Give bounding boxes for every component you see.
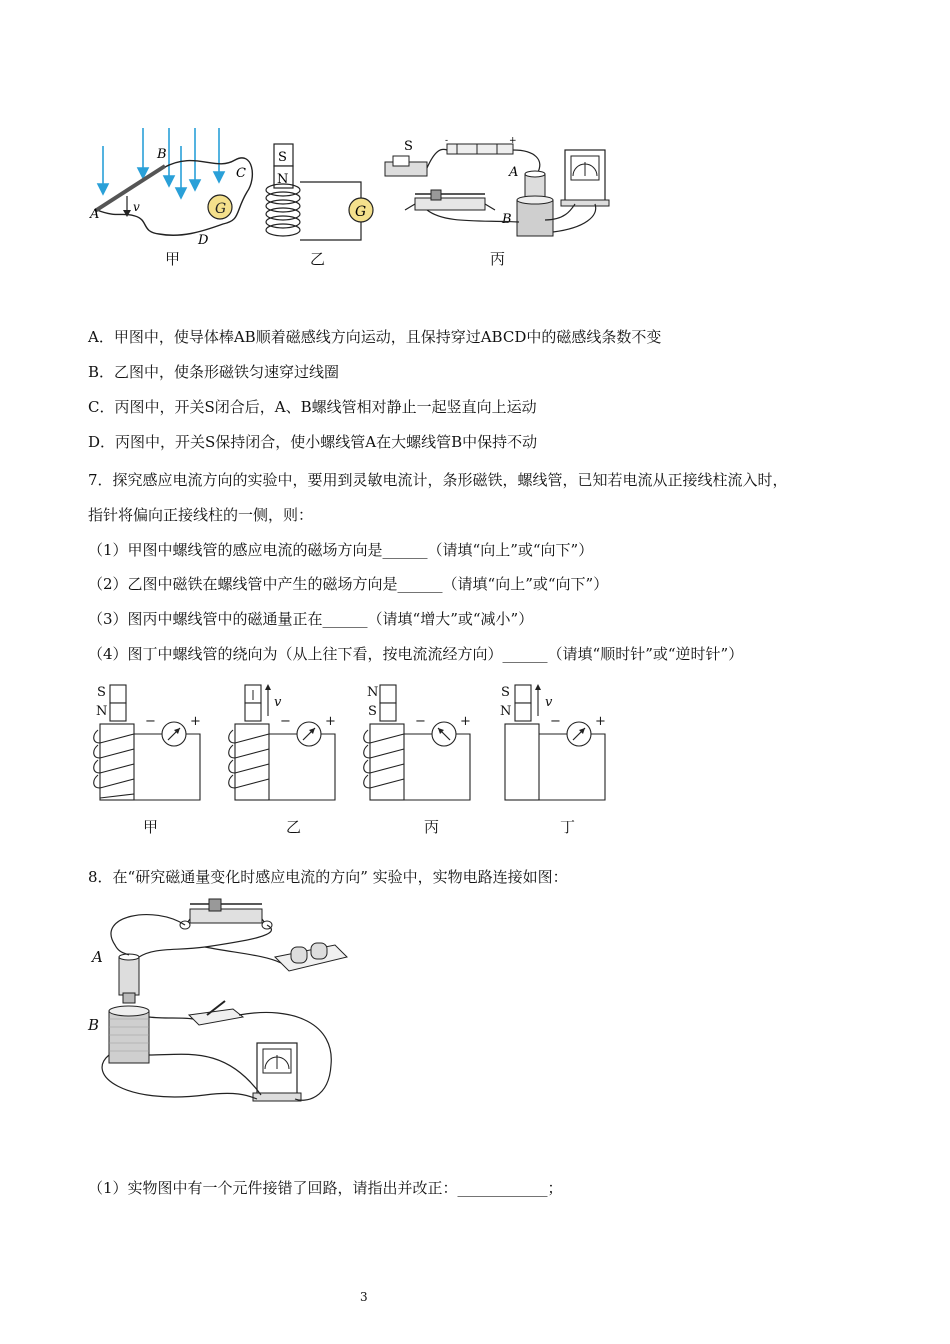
svg-text:N: N bbox=[277, 172, 289, 187]
q7-bing-plus: + bbox=[460, 714, 471, 729]
q7-yi-plus: + bbox=[325, 714, 336, 729]
q7-ding-velocity: v bbox=[545, 695, 553, 710]
q7-stem-line1: 7．探究感应电流方向的实验中，要用到灵敏电流计，条形磁铁，螺线管，已知若电流从正接线柱流入时， bbox=[88, 471, 788, 489]
q8-figure bbox=[85, 895, 355, 1120]
q7-bing-minus: − bbox=[415, 714, 426, 729]
field-lines-jia bbox=[98, 128, 224, 198]
option-d-text: 丙图中，开关S保持闭合，使小螺线管A在大螺线管B中保持不动 bbox=[115, 433, 538, 451]
option-c-text: 丙图中，开关S闭合后，A、B螺线管相对静止一起竖直向上运动 bbox=[114, 398, 537, 416]
q8-stem: 8．在“研究磁通量变化时感应电流的方向” 实验中，实物电路连接如图： bbox=[88, 868, 568, 886]
q7-bing-bottom-pole: S bbox=[368, 704, 377, 719]
option-d bbox=[88, 432, 537, 452]
q7-figure bbox=[90, 680, 620, 810]
q7-caption-jia: 甲 bbox=[143, 818, 159, 836]
q7-yi-minus: − bbox=[280, 714, 291, 729]
q7-caption-bing: 丙 bbox=[424, 818, 440, 836]
svg-text:C: C bbox=[236, 166, 246, 181]
q7-caption-ding: 丁 bbox=[560, 818, 576, 836]
page-number: 3 bbox=[360, 1290, 368, 1304]
svg-text:-: - bbox=[445, 136, 449, 146]
q7-panel-yi bbox=[229, 684, 335, 800]
q7-panel-jia bbox=[94, 685, 200, 800]
q8-label-a: A bbox=[92, 948, 103, 966]
q7-jia-top-pole: S bbox=[97, 685, 106, 700]
caption-bing: 丙 bbox=[490, 250, 506, 268]
q7-caption-yi: 乙 bbox=[286, 818, 302, 836]
option-a bbox=[88, 327, 661, 347]
svg-text:S: S bbox=[404, 139, 413, 154]
q7-panel-ding bbox=[505, 684, 605, 800]
g-label-jia: G bbox=[215, 201, 227, 217]
q7-jia-plus: + bbox=[190, 714, 201, 729]
coil-yi bbox=[266, 184, 300, 236]
q7-ding-minus: − bbox=[550, 714, 561, 729]
svg-text:S: S bbox=[278, 150, 287, 165]
svg-text:D: D bbox=[198, 233, 209, 248]
caption-yi: 乙 bbox=[310, 250, 326, 268]
q7-jia-bottom-pole: N bbox=[96, 704, 108, 719]
q7-sub2: （2）乙图中磁铁在螺线管中产生的磁场方向是______（请填“向上”或“向下”） bbox=[88, 575, 609, 593]
q8-label-b: B bbox=[88, 1016, 100, 1034]
option-b bbox=[88, 362, 339, 382]
q7-sub4: （4）图丁中螺线管的绕向为（从上往下看，按电流流经方向）______（请填“顺时针”或“逆时针”） bbox=[88, 645, 744, 663]
option-a-letter: A． bbox=[88, 328, 114, 346]
option-b-text: 乙图中，使条形磁铁匀速穿过线圈 bbox=[114, 363, 340, 381]
svg-text:v: v bbox=[133, 200, 140, 214]
svg-text:B: B bbox=[157, 147, 167, 162]
svg-text:+: + bbox=[509, 136, 517, 146]
option-d-letter: D． bbox=[88, 433, 116, 451]
option-a-text: 甲图中，使导体棒AB顺着磁感线方向运动，且保持穿过ABCD中的磁感线条数不变 bbox=[113, 328, 662, 346]
q7-stem-line2: 指针将偏向正接线柱的一侧，则： bbox=[88, 506, 314, 524]
svg-text:G: G bbox=[355, 204, 367, 220]
q7-ding-top-pole: S bbox=[501, 685, 510, 700]
svg-text:B: B bbox=[502, 212, 512, 227]
caption-jia: 甲 bbox=[165, 250, 181, 268]
option-b-letter: B． bbox=[88, 363, 115, 381]
q7-yi-velocity: v bbox=[274, 695, 282, 710]
q7-sub3: （3）图丙中螺线管中的磁通量正在______（请填“增大”或“减小”） bbox=[88, 610, 534, 628]
svg-text:A: A bbox=[90, 207, 100, 222]
option-c-letter: C． bbox=[88, 398, 115, 416]
q7-sub1: （1）甲图中螺线管的感应电流的磁场方向是______（请填“向上”或“向下”） bbox=[88, 541, 594, 559]
q8-sub1: （1）实物图中有一个元件接错了回路，请指出并改正：____________； bbox=[88, 1179, 563, 1197]
option-c bbox=[88, 397, 537, 417]
svg-text:A: A bbox=[509, 165, 519, 180]
q7-ding-plus: + bbox=[595, 714, 606, 729]
q7-bing-top-pole: N bbox=[367, 685, 379, 700]
q7-ding-bottom-pole: N bbox=[500, 704, 512, 719]
q7-panel-bing bbox=[364, 685, 470, 800]
q7-jia-minus: − bbox=[145, 714, 156, 729]
